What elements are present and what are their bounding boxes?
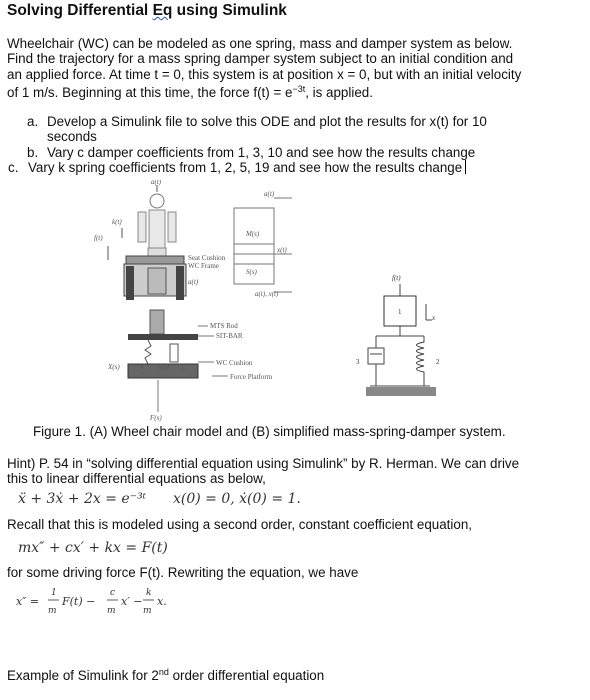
title-part: Solving Differential bbox=[7, 2, 153, 19]
label-ss: S(s) bbox=[158, 363, 169, 371]
list-text: Develop a Simulink file to solve this ODE and plot the results for x(t) for 10 bbox=[47, 114, 487, 129]
label-mts-rod: MTS Rod bbox=[210, 322, 238, 330]
label-ax: a(t), x(t) bbox=[255, 290, 279, 298]
equation-general: mx″ + cx′ + kx = F(t) bbox=[18, 540, 168, 556]
intro-text: of 1 m/s. Beginning at this time, the force f(t) = e bbox=[7, 85, 293, 101]
equation-rewritten bbox=[16, 584, 186, 618]
label-a: a(t) bbox=[188, 278, 199, 286]
list-text: Vary c damper coefficients from 1, 3, 10 and see how the results change bbox=[47, 145, 476, 160]
label-x: x(t) bbox=[277, 246, 287, 254]
label-x-b: x bbox=[432, 314, 436, 322]
eq-numerator: c bbox=[110, 588, 116, 598]
intro-line: Find the trajectory for a mass spring damper system subject to an initial condition and bbox=[7, 51, 514, 67]
example-text: order differential equation bbox=[168, 668, 325, 683]
wheel-shape bbox=[176, 266, 184, 300]
label-m: M(s) bbox=[246, 230, 260, 238]
eq-term: x′ − bbox=[121, 595, 143, 608]
seat-cushion-shape bbox=[126, 256, 184, 264]
intro-line: Wheelchair (WC) can be modeled as one spring, mass and damper system as below. bbox=[7, 36, 513, 51]
hint-line: this to linear differential equations as below, bbox=[7, 471, 266, 487]
intro-text: , is applied. bbox=[305, 85, 373, 101]
label-spring-value: 2 bbox=[436, 358, 440, 366]
rewrite-line: for some driving force F(t). Rewriting the equation, we have bbox=[7, 565, 359, 580]
eq-term: F(t) − bbox=[62, 595, 96, 608]
label-sit-bar: SIT-BAR bbox=[216, 332, 243, 340]
label-k: k(t) bbox=[112, 218, 122, 226]
list-marker: b. bbox=[27, 145, 39, 160]
label-wc-cushion: WC Cushion bbox=[216, 359, 253, 367]
eq-denominator: m bbox=[143, 606, 152, 616]
wheel-shape bbox=[126, 266, 134, 300]
example-heading bbox=[7, 667, 324, 683]
title-part: using Simulink bbox=[172, 2, 287, 19]
torso-shape bbox=[149, 210, 165, 248]
figure-caption: Figure 1. (A) Wheel chair model and (B) simplified mass-spring-damper system. bbox=[33, 424, 506, 439]
equation-ode: ẍ + 3ẋ + 2x = e⁻³ᵗ bbox=[18, 491, 147, 507]
eq-numerator: 1 bbox=[51, 588, 57, 598]
label-seat-cushion: Seat Cushion bbox=[188, 254, 226, 262]
wheelchair-figure bbox=[0, 180, 590, 425]
intro-paragraph bbox=[7, 36, 587, 101]
label-xs: X(s) bbox=[108, 363, 120, 371]
label-ft-b: f(t) bbox=[392, 274, 401, 282]
label-mass-value: 1 bbox=[398, 308, 402, 316]
label-a-right: a(t) bbox=[264, 190, 275, 198]
spring-icon bbox=[417, 336, 425, 386]
label-a-top: a(t) bbox=[151, 180, 162, 186]
label-ks: K bbox=[140, 363, 145, 371]
head-icon bbox=[150, 194, 164, 208]
label-f: f(t) bbox=[94, 234, 103, 242]
label-damper-value: 3 bbox=[356, 358, 360, 366]
hint-line: Hint) P. 54 in “solving differential equation using Simulink” by R. Herman. We can drive bbox=[7, 456, 520, 471]
list-marker: c. bbox=[8, 160, 19, 175]
eq-denominator: m bbox=[48, 606, 57, 616]
damper-body bbox=[368, 348, 384, 364]
leg-rest-shape bbox=[148, 268, 166, 294]
eq-lhs: x″ = bbox=[16, 595, 40, 608]
mass-spring-damper-b bbox=[366, 284, 436, 396]
label-c: C bbox=[182, 363, 187, 371]
list-text[interactable] bbox=[28, 160, 466, 175]
list-text-content: Vary k spring coefficients from 1, 2, 5, 19 and see how the results change bbox=[28, 160, 463, 175]
ordinal-suffix: nd bbox=[158, 667, 169, 677]
eq-numerator: k bbox=[146, 588, 152, 598]
eq-term: x. bbox=[157, 595, 167, 608]
label-s: S(s) bbox=[246, 268, 257, 276]
equation-initial-conditions: x(0) = 0, ẋ(0) = 1. bbox=[173, 491, 301, 507]
arm-shape bbox=[138, 212, 146, 242]
intro-line: an applied force. At time t = 0, this system is at position x = 0, but with an initial velocity bbox=[7, 66, 522, 82]
arm-shape bbox=[168, 212, 176, 242]
page-title bbox=[7, 2, 287, 20]
title-misspelled-word[interactable]: Eq bbox=[152, 2, 173, 19]
ground-hatch bbox=[366, 387, 436, 396]
label-force-platform: Force Platform bbox=[230, 373, 273, 381]
intro-line bbox=[7, 82, 587, 100]
recall-line: Recall that this is modeled using a second order, constant coefficient equation, bbox=[7, 517, 472, 532]
exponent: −3t bbox=[292, 84, 306, 95]
sit-bar-shape bbox=[128, 334, 198, 340]
label-fs: F(s) bbox=[150, 414, 162, 422]
damper-c-icon bbox=[170, 344, 178, 362]
eq-denominator: m bbox=[107, 606, 116, 616]
list-marker: a. bbox=[27, 114, 39, 129]
hint-paragraph bbox=[7, 456, 587, 487]
label-wc-frame: WC Frame bbox=[188, 262, 219, 270]
example-text: Example of Simulink for 2 bbox=[7, 668, 159, 683]
list-text: seconds bbox=[47, 129, 97, 145]
spring-k-icon bbox=[145, 340, 151, 364]
text-cursor bbox=[465, 160, 466, 174]
mts-rod-shape bbox=[150, 310, 164, 334]
